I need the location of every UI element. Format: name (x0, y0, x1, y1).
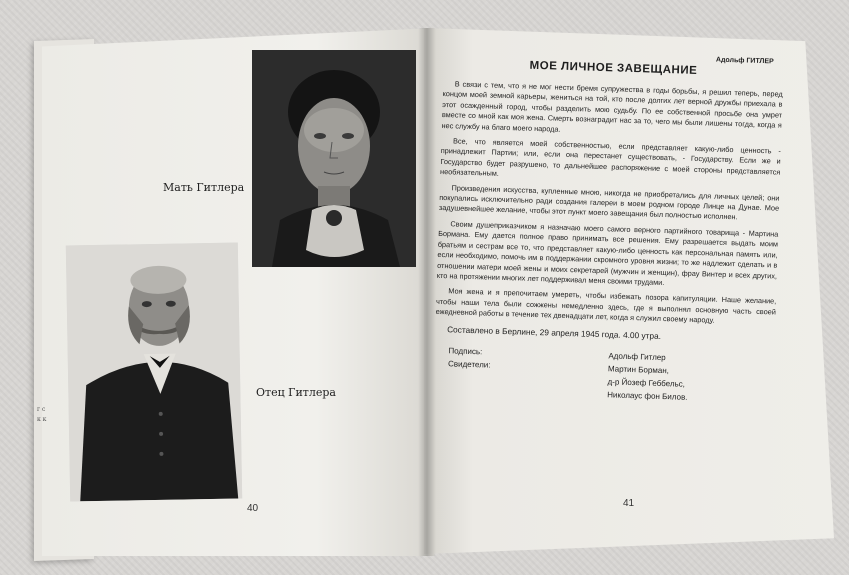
witness-1: Мартин Борман, (607, 364, 670, 376)
testament-text-block (433, 48, 784, 406)
paragraph-4: Своим душеприказчиком я назначаю моего самого верного партийного товарища - Мартина Бормана. Ему дается полное право принимать все решения. Ему разрешается выдать моим братьям и сестрам все то, что представляет какую-либо ценность как персональная память или, если необходимо, помочь им в поддержании скромного уровня жизни; то же надлежит сделать и в отношении матери моей жены и моих секретарей (мужчин и женщин), фрау Винтер и всех других, кто на протяжении многих лет поддерживал меня своими трудами. (436, 219, 779, 287)
date-line: Составлено в Берлине, 29 апреля 1945 года. 4.00 утра. (447, 323, 662, 341)
mother-portrait-photo (252, 50, 416, 267)
edge-letters: г с к к (37, 406, 47, 423)
paragraph-5: Моя жена и я препочитаем умереть, чтобы избежать позора капитуляции. Наше желание, чтобы наши тела были сожжены немедленно здесь, где я выполнял основную часть своей ежедневной работы в течение тех двенадцати лет, когда я служил своему народу. (435, 286, 777, 325)
paragraph-1: В связи с тем, что я не мог нести бремя супружества в годы борьбы, я решил теперь, перед концом моей земной карьеры, жениться на той, кто после долгих лет верной дружбы приехала в этот осажденный город, чтобы разделить мою судьбу. По ее собственной просьбе она умрет вместе со мной как моя жена. Смерть вознаградит нас за то, чего мы были лишены тогда, когда я нес службу на благо моего народа. (441, 79, 783, 134)
signature-names (607, 349, 775, 406)
witness-3: Николаус фон Билов. (607, 390, 688, 402)
paragraph-3: Произведения искусства, купленные мною, никогда не приобретались для личных целей; они покупались исключительно ради создания галереи в моем родном городе Линце на Дунае. Мое задушевнейшее желание, чтобы этот пункт моего завещания был полностью исполнен. (438, 182, 780, 222)
signed-label: Подпись: (448, 346, 483, 357)
signature-block (433, 344, 774, 407)
witnesses-label: Свидетели: (447, 359, 491, 370)
signer-name: Адольф Гитлер (608, 351, 666, 363)
left-page-number: 40 (247, 503, 259, 514)
running-header-author: Адольф ГИТЛЕР (715, 56, 774, 66)
caption-father: Отец Гитлера (256, 386, 336, 399)
right-page-number: 41 (623, 498, 635, 509)
father-portrait-image (66, 243, 242, 502)
page-title: МОЕ ЛИЧНОЕ ЗАВЕЩАНИЕ (529, 59, 698, 77)
book-gutter (418, 28, 436, 556)
caption-mother: Мать Гитлера (163, 181, 245, 194)
paragraph-2: Все, что является моей собственностью, если представляет какую-либо ценность - принадлежит Партии; или, если она перестанет существовать, - Государству. Если же и Государство будет разрушено, то дальнейшее распоряжение с моей стороны представляется необязательным. (439, 136, 782, 179)
signature-labels (433, 344, 609, 401)
mother-portrait-image (252, 50, 416, 267)
witness-2: д-р Йозеф Геббельс, (607, 377, 686, 389)
father-portrait-photo (66, 243, 242, 502)
